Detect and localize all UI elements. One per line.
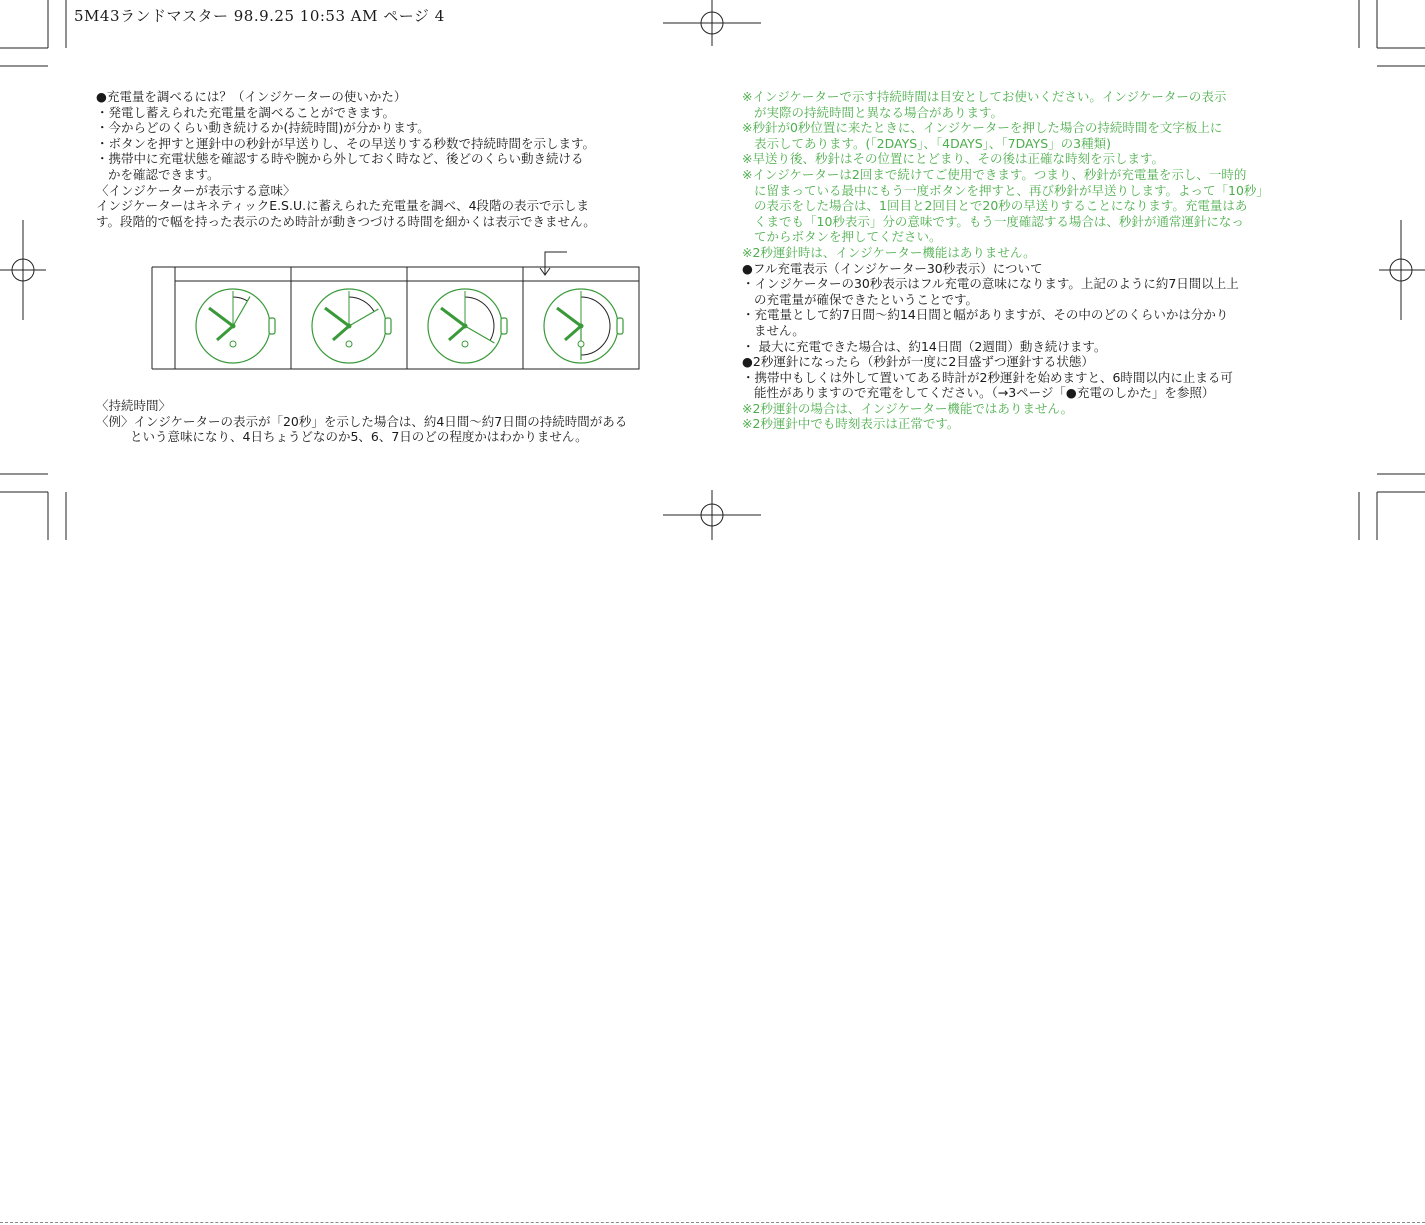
watch-crown: [269, 318, 275, 334]
indicator-diagram: [150, 250, 650, 375]
note-line: が実際の持続時間と異なる場合があります。: [754, 104, 1004, 120]
example-line-continued: という意味になり、4日ちょうどなのか5、6、7日のどの程度かはわかりません。: [130, 429, 588, 445]
body-line: ●2秒運針になったら（秒針が一度に2目盛ずつ運針する状態）: [742, 354, 1094, 370]
center-pin: [231, 324, 236, 329]
body-line: ません。: [754, 322, 805, 338]
indicator-arc: [349, 297, 374, 312]
body-line: ・携帯中もしくは外して置いてある時計が2秒運針を始めますと、6時間以内に止まる可: [742, 369, 1233, 385]
note-line: てからボタンを押してください。: [754, 229, 942, 245]
indicator-arc: [233, 297, 248, 301]
hour-hand: [565, 326, 581, 340]
left-instructions: [96, 89, 696, 229]
center-pin: [347, 324, 352, 329]
tail-pin: [578, 341, 584, 347]
duration-heading: 〈持続時間〉: [96, 398, 172, 413]
note-line: ※インジケーターで示す持続時間は目安としてお使いください。インジケーターの表示: [742, 89, 1227, 104]
bullet-item: ・ボタンを押すと運針中の秒針が早送りし、その早送りする秒数で持続時間を示します。: [96, 135, 596, 151]
minute-hand: [557, 308, 581, 326]
center-pin: [579, 324, 584, 329]
note-line: に留まっている最中にもう一度ボタンを押すと、再び秒針が早送りします。よって「10秒」: [754, 182, 1269, 198]
bullet-item: ・発電し蓄えられた充電量を調べることができます。: [96, 104, 396, 120]
note-line: の表示をした場合は、1回目と2回目とで20秒の早送りすることになります。充電量はあ: [754, 198, 1248, 214]
body-line: ●フル充電表示（インジケーター30秒表示）について: [742, 260, 1043, 276]
minute-hand: [325, 308, 349, 326]
tail-pin: [230, 341, 236, 347]
body-line: の充電量が確保できたということです。: [754, 291, 979, 307]
paragraph-line: インジケーターはキネティックE.S.U.に蓄えられた充電量を調べ、4段階の表示で示しま: [96, 198, 590, 214]
body-line: ・インジケーターの30秒表示はフル充電の意味になります。上記のように約7日間以上上: [742, 276, 1239, 292]
hour-hand: [449, 326, 465, 340]
body-line: ・ 最大に充電できた場合は、約14日間（2週間）動き続けます。: [742, 338, 1107, 354]
paragraph-line: す。段階的で幅を持った表示のため時計が動きつづける時間を細かくは表示できません。: [96, 213, 596, 229]
note-line: ※2秒運針の場合は、インジケーター機能ではありません。: [742, 400, 1074, 416]
tail-pin: [346, 341, 352, 347]
note-line: くまでも「10秒表示」分の意味です。もう一度確認する場合は、秒針が通常運針になっ: [754, 213, 1244, 229]
note-line: ※秒針が0秒位置に来たときに、インジケーターを押した場合の持続時間を文字板上に: [742, 120, 1223, 136]
page-bottom-edge: [0, 1222, 1425, 1223]
hour-hand: [217, 326, 233, 340]
page-header: 5M43ランドマスター 98.9.25 10:53 AM ページ 4: [74, 7, 445, 25]
minute-hand: [441, 308, 465, 326]
note-line: ※インジケーターは2回まで続けてご使用できます。つまり、秒針が充電量を示し、一時的: [742, 166, 1247, 182]
second-hand: [349, 309, 378, 326]
body-line: ・充電量として約7日間〜約14日間と幅がありますが、その中のどのくらいかは分かり: [742, 307, 1229, 323]
watch-crown: [617, 318, 623, 334]
bullet-item-continued: かを確認できます。: [108, 166, 220, 182]
example-line: 〈例〉インジケーターの表示が「20秒」を示した場合は、約4日間〜約7日間の持続時間がある: [96, 413, 628, 429]
second-hand: [465, 326, 494, 343]
bullet-item: ・携帯中に充電状態を確認する時や腕から外しておく時など、後どのくらい動き続ける: [96, 151, 584, 167]
note-line: ※2秒運針中でも時刻表示は正常です。: [742, 416, 960, 432]
minute-hand: [209, 308, 233, 326]
watch-crown: [385, 318, 391, 334]
center-pin: [463, 324, 468, 329]
tail-pin: [462, 341, 468, 347]
hour-hand: [333, 326, 349, 340]
subsection-heading: 〈インジケーターが表示する意味〉: [96, 182, 296, 198]
right-notes: [742, 89, 1342, 432]
bullet-item: ・今からどのくらい動き続けるか(持続時間)が分かります。: [96, 120, 430, 136]
note-line: ※2秒運針時は、インジケーター機能はありません。: [742, 244, 1036, 260]
duration-notes: [96, 398, 696, 445]
indicator-arc: [581, 297, 610, 355]
note-line: ※早送り後、秒針はその位置にとどまり、その後は正確な時刻を示します。: [742, 151, 1164, 167]
note-line: 表示してあります。(「2DAYS」、「4DAYS」、「7DAYS」の3種類): [754, 135, 1111, 151]
second-hand: [233, 297, 250, 326]
section-heading: ●充電量を調べるには？（インジケーターの使いかた）: [96, 89, 407, 104]
watch-crown: [501, 318, 507, 334]
body-line: 能性がありますので充電をしてください。（→3ページ「●充電のしかた」を参照）: [754, 385, 1215, 401]
